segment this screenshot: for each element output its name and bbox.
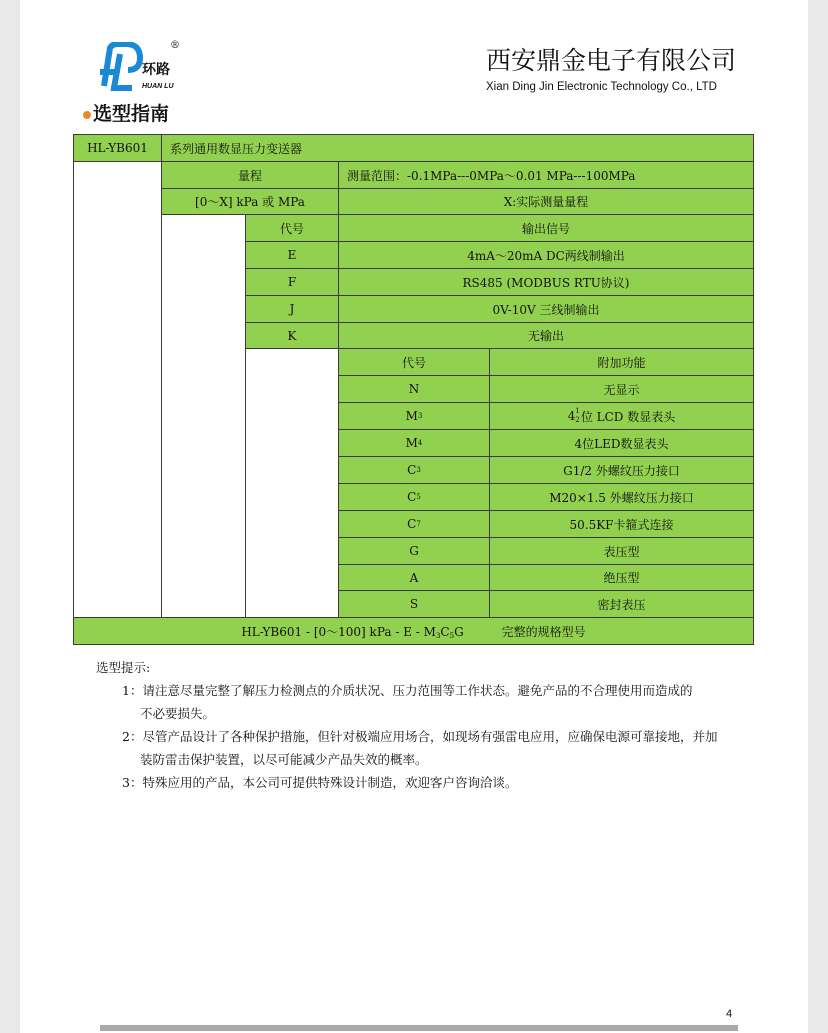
huanlu-logo-icon — [96, 42, 144, 92]
tip-line: 装防雷击保护装置，以尽可能减少产品失效的概率。 — [140, 752, 428, 767]
function-desc: 无显示 — [489, 375, 754, 403]
function-desc: G1/2 外螺纹压力接口 — [489, 456, 754, 484]
output-desc: 无输出 — [338, 322, 754, 349]
company-logo — [96, 40, 186, 96]
output-desc: RS485 (MODBUS RTU协议) — [338, 268, 754, 296]
function-code: S — [338, 590, 490, 618]
model-cell: HL-YB601 — [73, 134, 162, 162]
example-model-label: 完整的规格型号 — [501, 624, 586, 639]
function-desc: 绝压型 — [489, 564, 754, 591]
fraction-half: 1 2 — [575, 407, 580, 424]
model-desc-cell: 系列通用数显压力变送器 — [161, 134, 754, 162]
logo-name-en: HUAN LU — [142, 83, 174, 90]
function-header: 附加功能 — [489, 348, 754, 376]
example-model-code: HL-YB601 - [0～100] kPa - E - $M_3C_5G$ — [241, 624, 464, 640]
function-desc: 4位LED数显表头 — [489, 429, 754, 457]
function-desc: 4 1 2 位 LCD 数显表头 — [489, 402, 754, 430]
function-desc: 表压型 — [489, 537, 754, 565]
section-title: 选型指南 — [93, 103, 170, 125]
range-format-cell: [0～X] kPa 或 MPa — [161, 188, 339, 215]
company-name-cn: 西安鼎金电子有限公司 — [486, 46, 737, 75]
function-code: C 7 — [338, 510, 490, 538]
blank-cell — [161, 214, 246, 618]
output-code: F — [245, 268, 339, 296]
page-number: 4 — [726, 1008, 733, 1020]
output-header: 输出信号 — [338, 214, 754, 242]
function-code: A — [338, 564, 490, 591]
function-desc: M20×1.5 外螺纹压力接口 — [489, 483, 754, 511]
section-bullet — [83, 111, 91, 119]
blank-cell — [73, 161, 162, 618]
range-value-cell: 测量范围：-0.1MPa---0MPa～0.01 MPa---100MPa — [338, 161, 754, 189]
output-desc: 0V-10V 三线制输出 — [338, 295, 754, 323]
function-code: C 5 — [338, 483, 490, 511]
function-desc: 50.5KF卡箍式连接 — [489, 510, 754, 538]
output-code-header: 代号 — [245, 214, 339, 242]
tip-line: 不必要损失。 — [140, 706, 216, 721]
footer-bar — [100, 1025, 738, 1031]
blank-cell — [245, 348, 339, 618]
function-code: C 3 — [338, 456, 490, 484]
function-code: M 4 — [338, 429, 490, 457]
range-format-desc-cell: X:实际测量量程 — [338, 188, 754, 215]
range-label-cell: 量程 — [161, 161, 339, 189]
function-code: M 3 — [338, 402, 490, 430]
selection-tips — [96, 656, 717, 794]
function-code: G — [338, 537, 490, 565]
company-name-en: Xian Ding Jin Electronic Technology Co., LTD — [486, 81, 717, 93]
output-code: J — [245, 295, 339, 323]
output-code: K — [245, 322, 339, 349]
function-desc: 密封表压 — [489, 590, 754, 618]
tip-line: 1：请注意尽量完整了解压力检测点的介质状况、压力范围等工作状态。避免产品的不合理使用而造成的 — [122, 683, 693, 698]
registered-mark: ® — [170, 40, 180, 51]
logo-name-cn: 环路 — [142, 62, 170, 78]
output-desc: 4mA～20mA DC两线制输出 — [338, 241, 754, 269]
tip-line: 3：特殊应用的产品，本公司可提供特殊设计制造，欢迎客户咨询洽谈。 — [122, 775, 518, 790]
function-code-header: 代号 — [338, 348, 490, 376]
example-model-row — [73, 617, 754, 645]
function-code: N — [338, 375, 490, 403]
tip-line: 2：尽管产品设计了各种保护措施，但针对极端应用场合，如现场有强雷电应用，应确保电源可靠接地，并加 — [122, 729, 718, 744]
tips-title: 选型提示: — [96, 660, 151, 675]
output-code: E — [245, 241, 339, 269]
